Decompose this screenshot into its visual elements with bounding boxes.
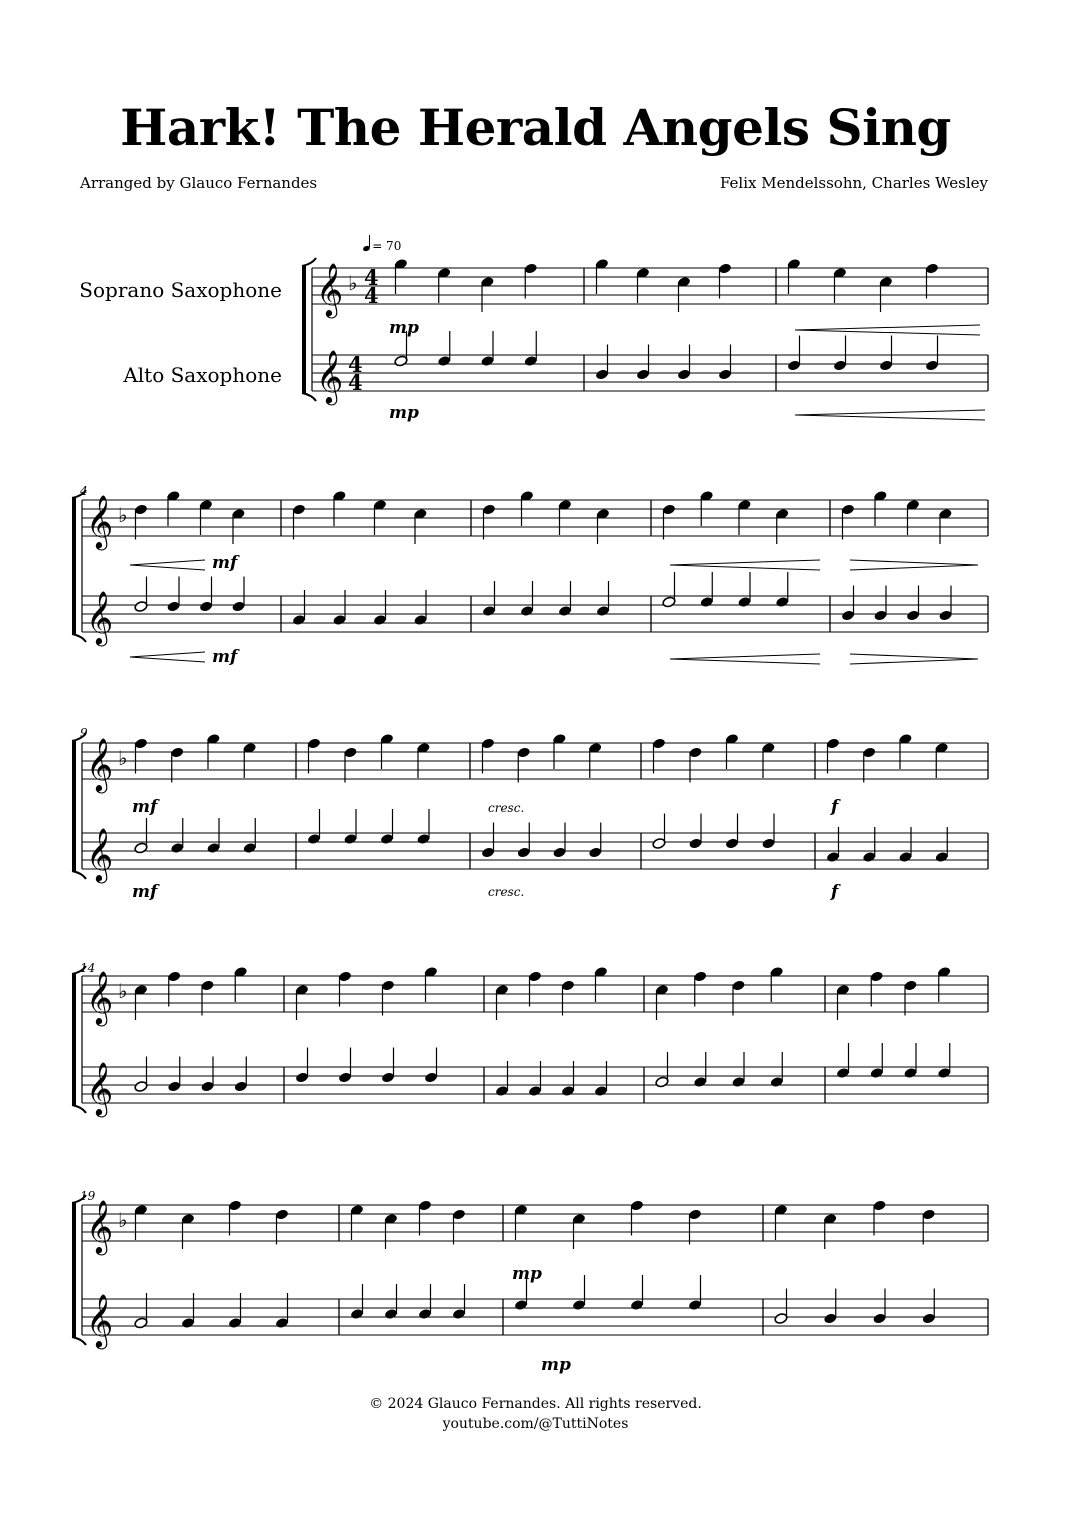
- bracket-hook: [72, 1105, 86, 1113]
- dynamic-marking: mp: [389, 403, 419, 423]
- crescendo-hairpin: [795, 415, 985, 420]
- crescendo-hairpin: [670, 659, 820, 664]
- bracket-hook: [72, 634, 86, 642]
- treble-clef-icon: 𝄞: [86, 1061, 114, 1115]
- page-title: Hark! The Herald Angels Sing: [120, 98, 951, 157]
- arranger-credit: Arranged by Glauco Fernandes: [80, 174, 318, 192]
- crescendo-hairpin: [130, 560, 205, 565]
- dynamic-marking: mp: [512, 1264, 542, 1284]
- treble-clef-icon: 𝄞: [86, 737, 114, 791]
- dynamic-marking: f: [831, 882, 839, 902]
- expression-text: cresc.: [488, 885, 525, 899]
- flat-icon: ♭: [118, 503, 128, 527]
- crescendo-hairpin: [130, 657, 205, 662]
- crescendo-hairpin: [130, 652, 205, 657]
- flat-icon: ♭: [118, 746, 128, 770]
- treble-clef-icon: 𝄞: [86, 494, 114, 548]
- crescendo-hairpin: [670, 560, 820, 565]
- treble-clef-icon: 𝄞: [316, 349, 344, 403]
- decrescendo-hairpin: [850, 654, 978, 659]
- bracket-hook: [302, 393, 316, 401]
- copyright-notice: © 2024 Glauco Fernandes. All rights reserved.: [369, 1396, 702, 1412]
- measure-number: 19: [80, 1189, 96, 1203]
- instrument-name-soprano: Soprano Saxophone: [79, 278, 282, 302]
- flat-icon: ♭: [118, 1208, 128, 1232]
- expression-text: cresc.: [488, 801, 525, 815]
- tempo-marking: [363, 238, 401, 253]
- channel-link[interactable]: youtube.com/@TuttiNotes: [442, 1416, 629, 1432]
- measure-number: 9: [80, 726, 88, 740]
- dynamic-marking: mp: [389, 318, 419, 338]
- crescendo-hairpin: [130, 565, 205, 570]
- treble-clef-icon: 𝄞: [86, 1293, 114, 1347]
- dynamic-marking: mf: [132, 797, 158, 817]
- bracket-hook: [302, 258, 316, 266]
- tempo-value: = 70: [372, 239, 402, 253]
- treble-clef-icon: 𝄞: [86, 827, 114, 881]
- measure-number: 4: [80, 484, 88, 498]
- composer-credit: Felix Mendelssohn, Charles Wesley: [719, 174, 988, 192]
- treble-clef-icon: 𝄞: [86, 1199, 114, 1253]
- flat-icon: ♭: [348, 271, 358, 295]
- dynamic-marking: f: [831, 797, 839, 817]
- dynamic-marking: mf: [212, 553, 238, 573]
- time-signature: 4: [348, 370, 363, 395]
- dynamic-marking: mf: [132, 882, 158, 902]
- dynamic-marking: mf: [212, 647, 238, 667]
- crescendo-hairpin: [670, 565, 820, 570]
- crescendo-hairpin: [795, 325, 980, 330]
- time-signature: 4: [348, 352, 363, 377]
- measure-number: 14: [80, 961, 96, 975]
- flat-icon: ♭: [118, 979, 128, 1003]
- treble-clef-icon: 𝄞: [86, 970, 114, 1024]
- crescendo-hairpin: [795, 410, 985, 415]
- decrescendo-hairpin: [850, 565, 978, 570]
- dynamic-marking: mp: [541, 1355, 571, 1375]
- crescendo-hairpin: [795, 330, 980, 335]
- decrescendo-hairpin: [850, 560, 978, 565]
- time-signature: 4: [364, 265, 379, 290]
- decrescendo-hairpin: [850, 659, 978, 664]
- crescendo-hairpin: [670, 654, 820, 659]
- treble-clef-icon: 𝄞: [316, 262, 344, 316]
- bracket-hook: [72, 871, 86, 879]
- bracket-hook: [72, 1337, 86, 1345]
- treble-clef-icon: 𝄞: [86, 590, 114, 644]
- instrument-name-alto: Alto Saxophone: [123, 363, 282, 387]
- time-signature: 4: [364, 283, 379, 308]
